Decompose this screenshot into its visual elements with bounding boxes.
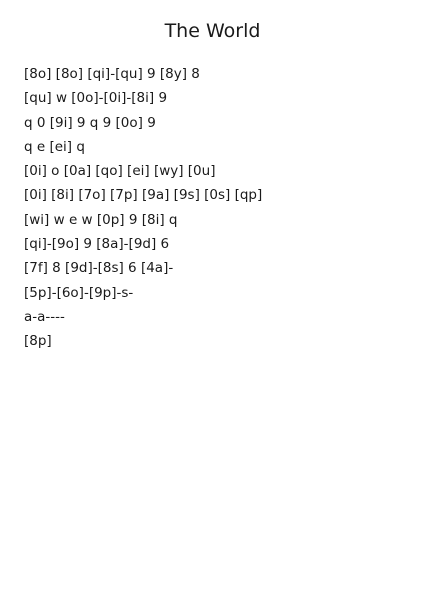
notes-line: [7f] 8 [9d]-[8s] 6 [4a]-: [24, 260, 174, 277]
notes-line: [qi]-[9o] 9 [8a]-[9d] 6: [24, 236, 170, 253]
notes-line: [8p]: [24, 333, 52, 350]
notes-line: q e [ei] q: [24, 138, 85, 155]
notes-line: [8o] [8o] [qi]-[qu] 9 [8y] 8: [24, 66, 200, 82]
document-title: The World: [164, 20, 261, 42]
notes-body: [24, 62, 414, 354]
notes-line: [0i] o [0a] [qo] [ei] [wy] [0u]: [24, 163, 216, 180]
notes-line: [0i] [8i] [7o] [7p] [9a] [9s] [0s] [qp]: [24, 187, 263, 204]
notes-line: q 0 [9i] 9 q 9 [0o] 9: [24, 114, 156, 131]
notes-line: [5p]-[6o]-[9p]-s-: [24, 284, 134, 301]
notes-line: [wi] w e w [0p] 9 [8i] q: [24, 211, 178, 228]
notes-line: a-a----: [24, 308, 65, 325]
notes-line: [qu] w [0o]-[0i]-[8i] 9: [24, 90, 168, 107]
